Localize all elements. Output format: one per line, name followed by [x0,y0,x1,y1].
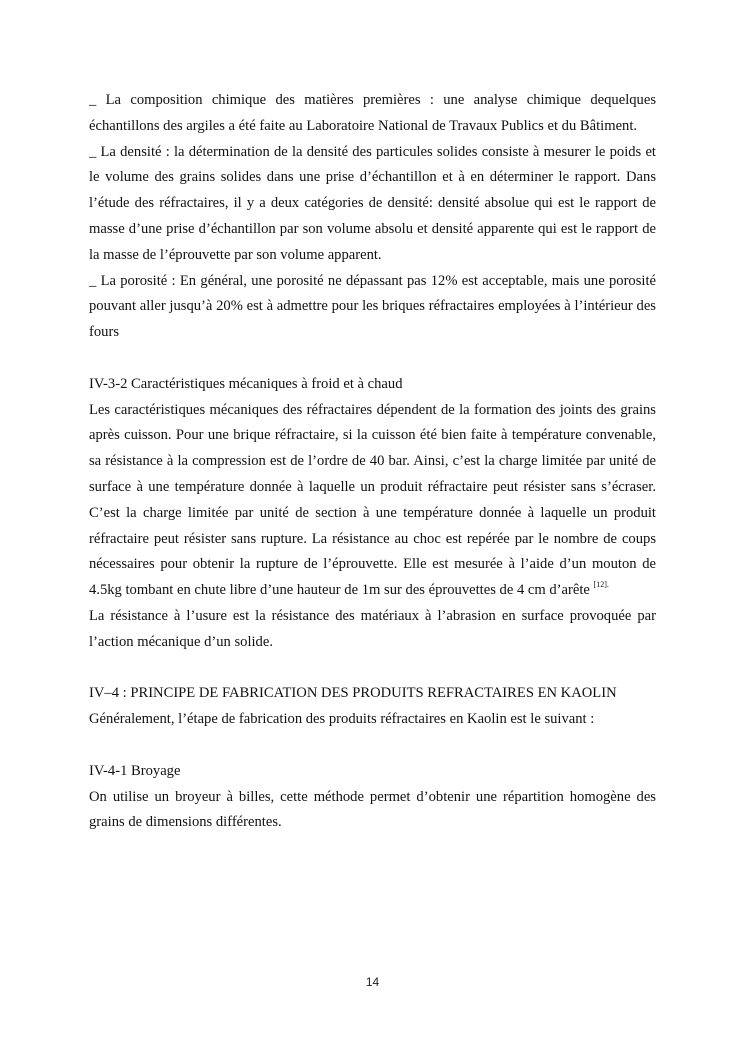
page-number: 14 [365,975,380,989]
paragraph-mecanique-text: Les caractéristiques mécaniques des réfractaires dépendent de la formation des joints des grains après cuisson. Pour une brique réfractaire, si la cuisson été bien faite à température convenable, sa résistance à la compression est de l’ordre de 40 bar. Ainsi, c’est la charge limitée par unité de surface à une température donnée à laquelle un produit réfractaire peut résister sans s’écraser. C’est la charge limitée par unité de section à une température donnée à laquelle un produit réfractaire peut résister sans rupture. La résistance au choc est repérée par le nombre de coups nécessaires pour obtenir la rupture de l’éprouvette. Elle est mesurée à l’aide d’un mouton de 4.5kg tombant en chute libre d’une hauteur de 1m sur des éprouvettes de 4 cm d’arête [89,401,656,599]
section-heading-iv-4: IV–4 : PRINCIPE DE FABRICATION DES PRODUITS REFRACTAIRES EN KAOLIN [89,685,617,702]
spacer [89,656,656,682]
paragraph-usure: La résistance à l’usure est la résistance des matériaux à l’abrasion en surface provoquée par l’action mécanique d’un solide. [89,607,656,650]
paragraph-densite: _ La densité : la détermination de la densité des particules solides consiste à mesurer le poids et le volume des grains solides dans une prise d’échantillon et à en déterminer le rapport. Dans l’étude des réfractaires, il y a deux catégories de densité: densité absolue qui est le rapport de masse d’une prise d’échantillon par son volume absolu et densité apparente qui est le rapport de la masse de l’éprouvette par son volume apparent. [89,143,656,263]
paragraph-porosite: _ La porosité : En général, une porosité ne dépassant pas 12% est acceptable, mais une porosité pouvant aller jusqu’à 20% est à admettre pour les briques réfractaires employées à l’intérieur des fours [89,272,656,341]
document-page [89,88,656,836]
paragraph-fabrication-intro: Généralement, l’étape de fabrication des produits réfractaires en Kaolin est le suivant : [89,711,595,728]
citation-reference: [12]. [593,580,609,590]
section-heading-iv-3-2: IV-3-2 Caractéristiques mécaniques à froid et à chaud [89,375,403,392]
paragraph-broyage: On utilise un broyeur à billes, cette méthode permet d’obtenir une répartition homogène des grains de dimensions différentes. [89,788,656,831]
paragraph-mecanique [89,398,656,604]
paragraph-composition: _ La composition chimique des matières premières : une analyse chimique dequelques échantillons des argiles a été faite au Laboratoire National de Travaux Publics et du Bâtiment. [89,92,656,134]
section-heading-iv-4-1: IV-4-1 Broyage [89,762,181,779]
spacer [89,733,656,759]
spacer [89,346,656,372]
